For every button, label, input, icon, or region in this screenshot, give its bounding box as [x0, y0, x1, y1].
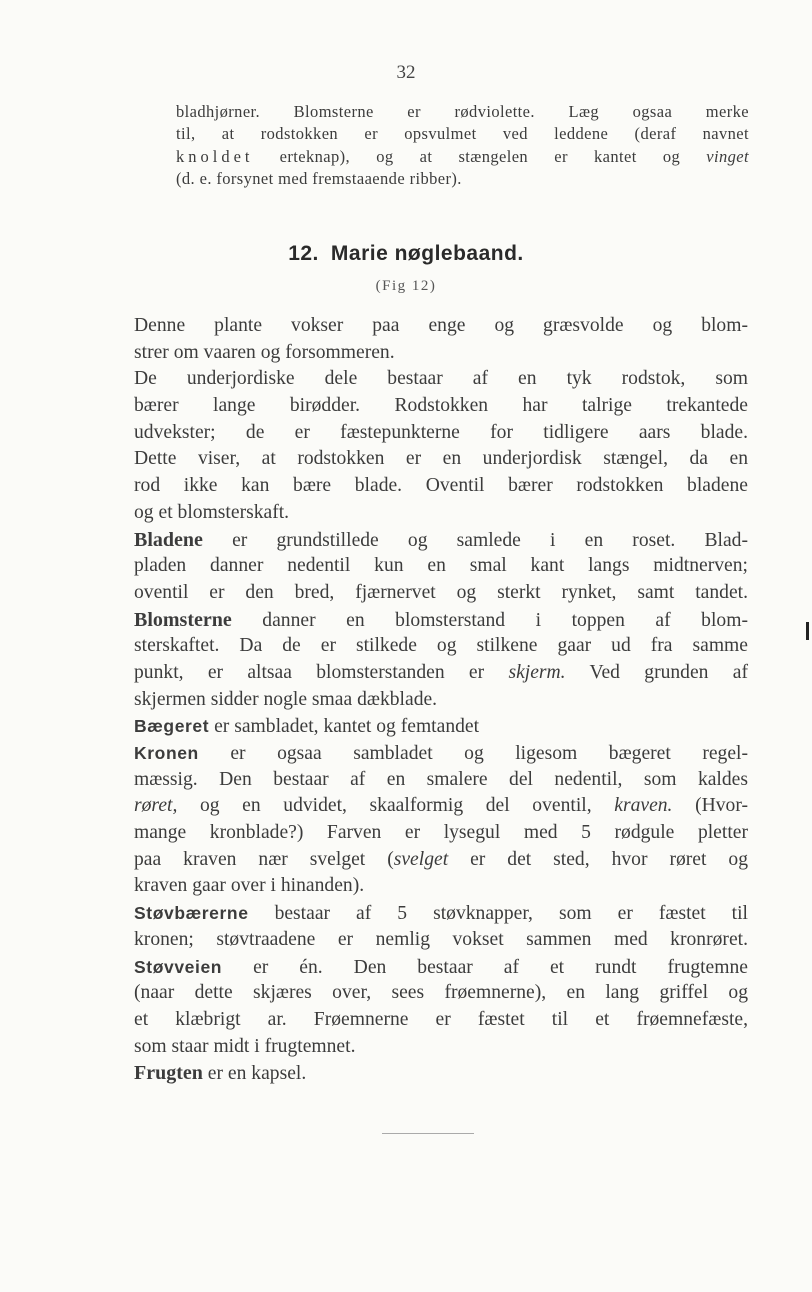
text-line — [134, 527, 748, 554]
text-run: strer om vaaren og forsommeren. — [134, 341, 395, 363]
text-line — [134, 980, 748, 1007]
text-line — [176, 168, 749, 190]
italic-term: skjerm. — [508, 661, 566, 683]
text-run: (naar dette skjæres over, sees frøemnerne), en lang griffel og — [134, 982, 748, 1004]
spaced-term: knoldet — [176, 146, 254, 166]
text-run: sterskaftet. Da de er stilkede og stilkene gaar ud fra samme — [134, 635, 748, 657]
intro-paragraph — [176, 101, 749, 190]
text-run: et klæbrigt ar. Frøemnerne er fæstet til et frøemnefæste, — [134, 1008, 748, 1030]
text-run: bærer lange birødder. Rodstokken har talrige trekantede — [134, 395, 748, 417]
text-run: (Hvor- — [672, 795, 749, 817]
text-line — [134, 1007, 748, 1034]
text-line — [134, 1034, 748, 1061]
text-run: er ogsaa sambladet og ligesom bægeret regel- — [198, 743, 748, 764]
bold-term: Bladene — [134, 528, 203, 551]
section-title: Marie nøglebaand. — [330, 242, 524, 265]
text-run: rod ikke kan bære blade. Oventil bærer rodstokken bladene — [134, 475, 748, 497]
text-run: punkt, er altsaa blomsterstanden er — [134, 661, 509, 683]
text-run: er én. Den bestaar af et rundt frugtemne — [222, 956, 748, 978]
text-line — [176, 123, 749, 145]
text-run: kraven gaar over i hinanden). — [134, 875, 365, 897]
italic-term: røret, — [134, 795, 178, 817]
text-line — [134, 927, 748, 954]
figure-reference: (Fig 12) — [375, 278, 437, 294]
text-run: Denne plante vokser paa enge og græsvolde og blom- — [134, 315, 748, 336]
text-line — [134, 954, 748, 981]
text-line — [134, 420, 748, 447]
text-line — [134, 687, 748, 714]
text-line — [134, 660, 748, 687]
text-line — [134, 500, 748, 527]
text-line — [176, 101, 749, 123]
text-run: mange kronblade?) Farven er lysegul med 5 rødgule pletter — [134, 822, 748, 844]
body-text — [134, 313, 748, 1087]
text-run: oventil er den bred, fjærnervet og sterkt rynket, samt tandet. — [134, 581, 748, 603]
text-run: til, at rodstokken er opsvulmet ved leddene (deraf navnet — [176, 124, 749, 144]
text-line — [134, 366, 748, 393]
text-run: (d. e. forsynet med fremstaaende ribber). — [176, 168, 462, 188]
text-run: pladen danner nedentil kun en smal kant langs midtnerven; — [134, 555, 748, 577]
text-run: er det sted, hvor røret og — [448, 848, 748, 870]
text-line — [134, 873, 748, 900]
bold-term: Blomsterne — [134, 608, 232, 631]
text-run: erteknap), og at stængelen er kantet og — [253, 146, 707, 166]
text-line — [134, 793, 748, 820]
text-run: og et blomsterskaft. — [134, 501, 290, 523]
text-line — [134, 553, 748, 580]
italic-term: svelget — [393, 848, 449, 870]
text-line — [134, 847, 748, 874]
section-number: 12. — [288, 242, 319, 265]
text-run: bestaar af 5 støvknapper, som er fæstet til — [248, 903, 748, 925]
text-line — [134, 473, 748, 500]
text-line — [134, 820, 748, 847]
text-run: er sambladet, kantet og femtandet — [209, 716, 480, 738]
text-run: De underjordiske dele bestaar af en tyk rodstok, som — [134, 368, 748, 390]
text-line — [134, 900, 748, 927]
text-line — [134, 740, 748, 767]
text-line — [134, 713, 748, 740]
end-rule — [382, 1133, 474, 1134]
text-run: og en udvidet, skaalformig del oventil, — [177, 795, 615, 817]
text-line — [134, 313, 748, 340]
bold-term: Kronen — [134, 743, 199, 763]
text-line — [134, 1060, 748, 1087]
text-line — [134, 340, 748, 367]
text-run: Dette viser, at rodstokken er en underjordisk stængel, da en — [134, 448, 748, 470]
text-line — [134, 393, 748, 420]
scan-edge-mark — [806, 622, 809, 640]
text-line — [134, 767, 748, 794]
italic-term: vinget — [706, 146, 749, 166]
bold-term: Frugten — [134, 1062, 203, 1085]
text-run: paa kraven nær svelget ( — [134, 848, 394, 870]
bold-term: Bægeret — [134, 716, 210, 737]
text-run: Ved grunden af — [565, 661, 748, 683]
text-line — [134, 580, 748, 607]
text-run: danner en blomsterstand i toppen af blom- — [231, 609, 748, 631]
text-line — [134, 446, 748, 473]
bold-term: Støvveien — [134, 956, 223, 977]
bold-term: Støvbærerne — [134, 903, 249, 924]
text-line — [134, 607, 748, 634]
text-run: udvekster; de er fæstepunkterne for tidligere aars blade. — [134, 421, 748, 443]
italic-term: kraven. — [614, 795, 673, 817]
text-line — [176, 146, 749, 168]
text-run: mæssig. Den bestaar af en smalere del nedentil, som kaldes — [134, 768, 748, 790]
text-run: bladhjørner. Blomsterne er rødviolette. Læg ogsaa merke — [176, 102, 749, 121]
text-run: skjermen sidder nogle smaa dækblade. — [134, 688, 438, 710]
section-heading — [0, 242, 812, 266]
page-number: 32 — [396, 62, 416, 83]
text-run: er grundstillede og samlede i en roset. Blad- — [202, 529, 748, 551]
text-run: som staar midt i frugtemnet. — [134, 1035, 356, 1057]
text-run: er en kapsel. — [202, 1063, 307, 1085]
text-line — [134, 633, 748, 660]
text-run: kronen; støvtraadene er nemlig vokset sammen med kronrøret. — [134, 928, 748, 950]
